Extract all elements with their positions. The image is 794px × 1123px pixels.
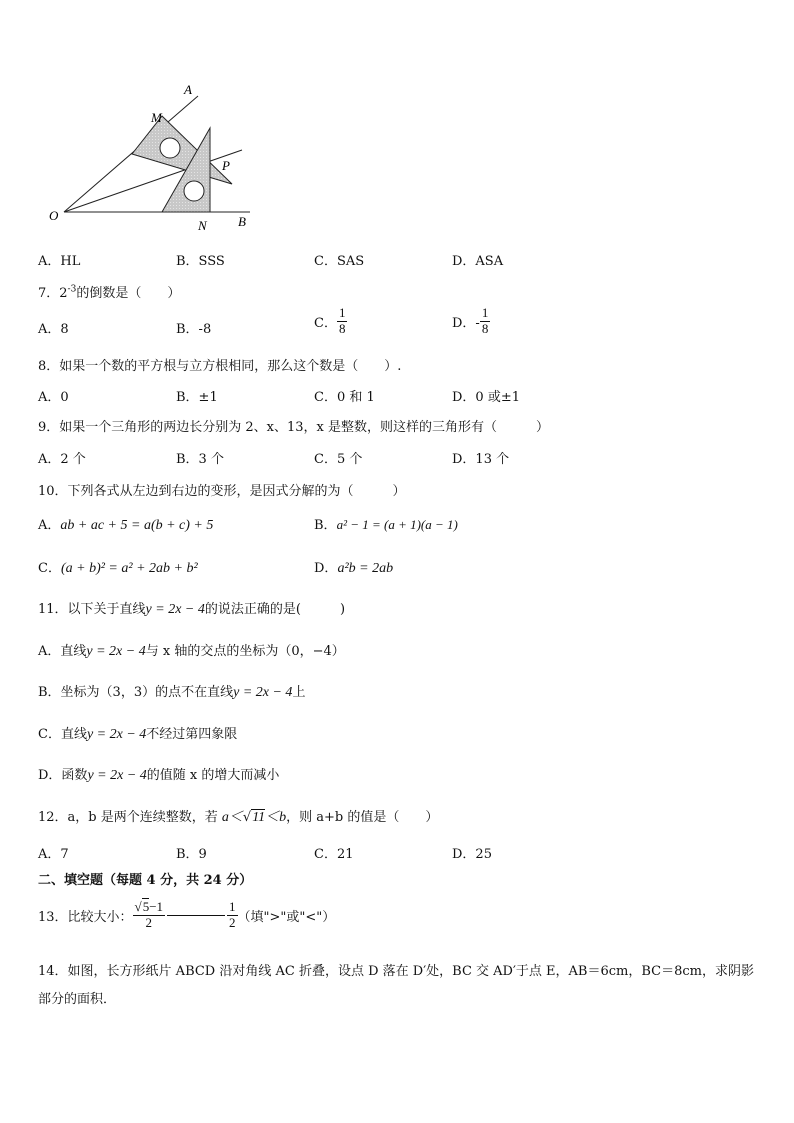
q9-option-a: A．2 个 xyxy=(38,452,86,467)
q7-option-b: B．-8 xyxy=(176,322,212,337)
q10-option-a: A．ab + ac + 5 = a(b + c) + 5 xyxy=(38,518,214,533)
q9-stem: 9．如果一个三角形的两边长分别为 2、x、13，x 是整数，则这样的三角形有（ ） xyxy=(38,420,550,435)
q13-stem: 13．比较大小： $\frac{√5-1}{2}$ $\frac{1}{2}$ （填">"或"<"） xyxy=(38,899,336,930)
q8-option-d: D．0 或±1 xyxy=(452,390,520,405)
q8-option-c: C．0 和 1 xyxy=(314,390,375,405)
q12-option-d: D．25 xyxy=(452,847,492,862)
angle-bisector-figure xyxy=(40,78,270,238)
q11-option-d: D．函数y = 2x − 4的值随 x 的增大而减小 xyxy=(38,768,280,783)
label-m: M xyxy=(151,110,162,125)
q10-option-c: C．(a + b)² = a² + 2ab + b² xyxy=(38,561,198,576)
set-square-m xyxy=(132,116,232,184)
q8-option-b: B．±1 xyxy=(176,390,218,405)
q12-option-a: A．7 xyxy=(38,847,69,862)
q6-option-c: C．SAS xyxy=(314,254,365,269)
q7-option-d: D．- $\frac{1}{8}$ xyxy=(452,305,489,336)
q12-option-b: B．9 xyxy=(176,847,207,862)
q6-option-d: D．ASA xyxy=(452,254,504,269)
label-n: N xyxy=(198,218,207,233)
hole-m xyxy=(160,138,180,158)
q11-option-a: A．直线y = 2x − 4与 x 轴的交点的坐标为（0，−4） xyxy=(38,644,345,659)
q12-option-c: C．21 xyxy=(314,847,354,862)
q9-option-b: B．3 个 xyxy=(176,452,224,467)
q7-option-a: A．8 xyxy=(38,322,69,337)
q6-option-a: A．HL xyxy=(38,254,81,269)
q14-line1: 14．如图，长方形纸片 ABCD 沿对角线 AC 折叠，设点 D 落在 D′处，BC 交 AD′于点 E，AB＝6cm，BC＝8cm，求阴影 xyxy=(38,964,754,979)
q9-option-c: C．5 个 xyxy=(314,452,363,467)
q10-option-d: D．a²b = 2ab xyxy=(314,561,394,576)
label-a: A xyxy=(184,82,192,97)
q12-stem: 12．a，b 是两个连续整数，若 a＜√11＜b，则 a+b 的值是（ ） xyxy=(38,810,439,825)
q7-stem: 7．$2^{-3}$的倒数是（ ） xyxy=(38,284,181,301)
label-p: P xyxy=(222,158,230,173)
q11-option-c: C．直线y = 2x − 4不经过第四象限 xyxy=(38,727,238,742)
hole-n xyxy=(184,181,204,201)
q10-option-b: B．a² − 1 = (a + 1)(a − 1) xyxy=(314,517,458,533)
q7-option-c: C． $\frac{1}{8}$ xyxy=(314,305,346,336)
q6-option-b: B．SSS xyxy=(176,254,225,269)
q9-option-d: D．13 个 xyxy=(452,452,510,467)
label-b: B xyxy=(238,214,246,229)
q10-stem: 10．下列各式从左边到右边的变形，是因式分解的为（ ） xyxy=(38,484,406,499)
answer-blank xyxy=(167,915,225,916)
q11-stem: 11．以下关于直线y = 2x − 4的说法正确的是( ) xyxy=(38,602,346,617)
q8-stem: 8．如果一个数的平方根与立方根相同，那么这个数是（ ）. xyxy=(38,359,402,374)
q8-option-a: A．0 xyxy=(38,390,69,405)
section-heading: 二、填空题（每题 4 分，共 24 分） xyxy=(38,873,253,888)
q11-option-b: B．坐标为（3，3）的点不在直线y = 2x − 4上 xyxy=(38,685,306,700)
q14-line2: 部分的面积． xyxy=(38,992,117,1007)
label-o: O xyxy=(49,208,59,223)
